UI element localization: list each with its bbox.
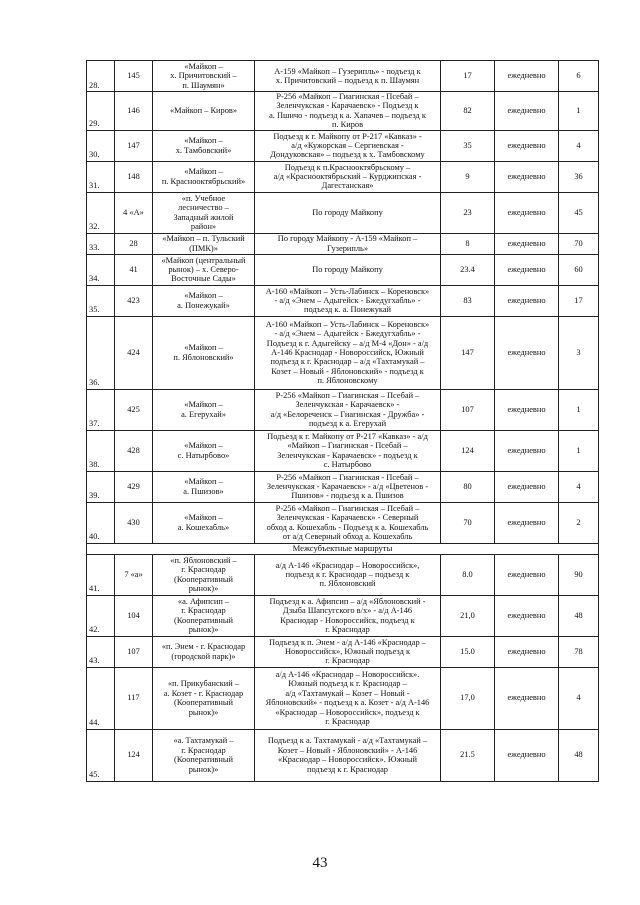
route-path: Подъезд к г. Майкопу от Р-217 «Кавказ» - а/д «Кужорская – Сергиевская - Дондуковская» – подъезд к х. Тамбовскому [255,130,441,161]
route-number: 430 [115,502,153,543]
section-header: Межсубъектные маршруты [87,543,599,554]
route-number: 117 [115,667,153,729]
row-number: 36. [87,316,115,389]
table-row [87,61,599,92]
route-schedule: ежедневно [495,667,559,729]
route-length: 124 [441,430,495,471]
route-vehicle-count: 4 [559,667,599,729]
route-name: «Майкоп – а. Егерухай» [153,389,255,430]
route-name: «Майкоп (центральный рынок) – х. Северо- Восточные Сады» [153,254,255,285]
route-length: 82 [441,92,495,131]
row-number: 44. [87,667,115,729]
route-number: 147 [115,130,153,161]
table-row [87,667,599,729]
route-length: 147 [441,316,495,389]
route-length: 23.4 [441,254,495,285]
route-length: 15.0 [441,636,495,667]
page-number: 43 [312,855,328,871]
row-number: 37. [87,389,115,430]
route-vehicle-count: 45 [559,192,599,233]
route-schedule: ежедневно [495,285,559,316]
route-length: 21.5 [441,729,495,781]
row-number: 45. [87,729,115,781]
route-schedule: ежедневно [495,471,559,502]
route-length: 8.0 [441,554,495,595]
route-path: Подъезд к п. Энем - а/д А-146 «Краснодар – Новороссийск», Южный подъезд к г. Краснодар [255,636,441,667]
route-vehicle-count: 48 [559,729,599,781]
row-number: 38. [87,430,115,471]
routes-table [86,60,599,782]
route-name: «а. Афипсип – г. Краснодар (Кооперативный рынок)» [153,595,255,636]
route-name: «п. Учебное лесничество – Западный жилой район» [153,192,255,233]
table-row [87,161,599,192]
route-path: А-159 «Майкоп – Гузерипль» - подъезд к х. Причитовский – подъезд к п. Шаумян [255,61,441,92]
route-vehicle-count: 36 [559,161,599,192]
route-schedule: ежедневно [495,254,559,285]
route-schedule: ежедневно [495,316,559,389]
route-path: Подъезд к а. Тахтамукай - а/д «Тахтамукай – Козет – Новый - Яблоновский» - А-146 «Краснодар – Новороссийск». Южный подъезд к г. Краснодар [255,729,441,781]
route-number: 428 [115,430,153,471]
route-schedule: ежедневно [495,92,559,131]
route-vehicle-count: 78 [559,636,599,667]
row-number: 43. [87,636,115,667]
route-schedule: ежедневно [495,161,559,192]
route-number: 107 [115,636,153,667]
route-vehicle-count: 90 [559,554,599,595]
route-number: 148 [115,161,153,192]
table-row [87,285,599,316]
table-row [87,554,599,595]
route-length: 107 [441,389,495,430]
row-number: 28. [87,61,115,92]
route-path: Подъезд к а. Афипсип – а/д «Яблоновский - Дзыба Шапсугского в/х» - а/д А-146 Краснодар - Новороссийск, подъезд к г. Краснодар [255,595,441,636]
table-row [87,502,599,543]
route-vehicle-count: 60 [559,254,599,285]
route-number: 146 [115,92,153,131]
route-path: Р-256 «Майкоп – Гиагинская – Псебай – Зеленчукская - Карачаевск» - Северный обход а. Кошехабль - Подъезд к а. Кошехабль от а/д Северный обход а. Кошехабль [255,502,441,543]
route-name: «Майкоп – х. Причитовский – п. Шаумян» [153,61,255,92]
route-path: По городу Майкопу [255,192,441,233]
route-length: 17,0 [441,667,495,729]
table-row [87,254,599,285]
route-path: Подъезд к г. Майкопу от Р-217 «Кавказ» - а/д «Майкоп – Гиагинская - Псебай – Зеленчукская - Карачаевск» - подъезд к с. Натырбово [255,430,441,471]
route-schedule: ежедневно [495,636,559,667]
route-number: 104 [115,595,153,636]
route-path: Р-256 «Майкоп – Гиагинская – Псебай – Зеленчукская - Карачаевск» - а/д «Белореченск – Гиагинская - Дружба» - подъезд к а. Егерухай [255,389,441,430]
route-path: а/д А-146 «Краснодар – Новороссийск». Южный подъезд к г. Краснодар – а/д «Тахтамукай – Козет – Новый - Яблоновский» - подъезд к а. Козет - а/д А-146 «Краснодар – Новороссийск», подъезд к г. Краснодар [255,667,441,729]
route-name: «Майкоп – п. Яблоновский» [153,316,255,389]
route-name: «Майкоп – а. Кошехабль» [153,502,255,543]
route-name: «Майкоп – п. Тульский (ПМК)» [153,233,255,254]
route-vehicle-count: 3 [559,316,599,389]
route-vehicle-count: 2 [559,502,599,543]
route-name: «Майкоп – п. Краснооктябрьский» [153,161,255,192]
row-number: 32. [87,192,115,233]
table-row [87,389,599,430]
route-path: По городу Майкопу [255,254,441,285]
route-number: 124 [115,729,153,781]
route-schedule: ежедневно [495,130,559,161]
route-number: 423 [115,285,153,316]
row-number: 41. [87,554,115,595]
route-name: «Майкоп – Киров» [153,92,255,131]
table-row [87,233,599,254]
route-vehicle-count: 48 [559,595,599,636]
route-number: 41 [115,254,153,285]
route-vehicle-count: 70 [559,233,599,254]
route-path: По городу Майкопу - А-159 «Майкоп – Гузерипль» [255,233,441,254]
route-path: Р-256 «Майкоп – Гиагинская - Псебай – Зеленчукская - Карачаевск» - а/д «Цветенов - Пшизов» - подъезд к а. Пшизов [255,471,441,502]
route-schedule: ежедневно [495,61,559,92]
route-schedule: ежедневно [495,389,559,430]
route-number: 424 [115,316,153,389]
row-number: 30. [87,130,115,161]
route-path: А-160 «Майкоп – Усть-Лабинск – Кореновск» - а/д «Энем – Адыгейск - Бжедугхабль» - Подъезд к г. Адыгейску – а/д М-4 «Дон» - а/д А-146 Краснодар - Новороссийск, Южный подъезд к г. Краснодар – а/д «Тахтамукай – Козет – Новый - Яблоновский» - подъезд к п. Яблоновскому [255,316,441,389]
route-number: 28 [115,233,153,254]
table-row [87,92,599,131]
table-row [87,130,599,161]
table-row [87,316,599,389]
route-path: Р-256 «Майкоп – Гиагинская - Псебай – Зеленчукская - Карачаевск» - Подъезд к а. Пшичо - подъезд к а. Хапачев – подъезд к п. Киров [255,92,441,131]
route-name: «Майкоп – а. Понежукай» [153,285,255,316]
route-vehicle-count: 1 [559,389,599,430]
table-row [87,430,599,471]
route-schedule: ежедневно [495,233,559,254]
route-length: 21,0 [441,595,495,636]
route-number: 429 [115,471,153,502]
row-number: 40. [87,502,115,543]
route-length: 83 [441,285,495,316]
route-vehicle-count: 1 [559,430,599,471]
route-vehicle-count: 4 [559,130,599,161]
route-schedule: ежедневно [495,430,559,471]
route-length: 23 [441,192,495,233]
route-number: 7 «а» [115,554,153,595]
route-name: «п. Прикубанский – а. Козет - г. Краснодар (Кооперативный рынок)» [153,667,255,729]
row-number: 35. [87,285,115,316]
route-vehicle-count: 17 [559,285,599,316]
row-number: 29. [87,92,115,131]
route-name: «п. Энем - г. Краснодар (городской парк)» [153,636,255,667]
route-name: «Майкоп – а. Пшизов» [153,471,255,502]
table-row [87,636,599,667]
route-length: 35 [441,130,495,161]
row-number: 31. [87,161,115,192]
table-row [87,595,599,636]
route-length: 17 [441,61,495,92]
route-schedule: ежедневно [495,554,559,595]
row-number: 34. [87,254,115,285]
route-length: 8 [441,233,495,254]
route-name: «а. Тахтамукай – г. Краснодар (Кооперативный рынок)» [153,729,255,781]
row-number: 42. [87,595,115,636]
route-name: «Майкоп – х. Тамбовский» [153,130,255,161]
table-row [87,729,599,781]
route-path: Подъезд к п.Краснооктябрьскому – а/д «Краснооктябрьский – Курджипская - Дагестанская» [255,161,441,192]
route-length: 80 [441,471,495,502]
section-header-row [87,543,599,554]
row-number: 33. [87,233,115,254]
table-row [87,192,599,233]
route-name: «п. Яблоновский – г. Краснодар (Кооперативный рынок)» [153,554,255,595]
route-number: 4 «А» [115,192,153,233]
route-length: 70 [441,502,495,543]
row-number: 39. [87,471,115,502]
routes-table-body [87,61,599,782]
route-schedule: ежедневно [495,502,559,543]
route-vehicle-count: 4 [559,471,599,502]
route-number: 425 [115,389,153,430]
route-vehicle-count: 6 [559,61,599,92]
route-name: «Майкоп – с. Натырбово» [153,430,255,471]
route-number: 145 [115,61,153,92]
route-schedule: ежедневно [495,595,559,636]
route-schedule: ежедневно [495,729,559,781]
route-path: А-160 «Майкоп – Усть-Лабинск – Кореновск» - а/д «Энем – Адыгейск - Бжедугхабль» - подъезд к. а. Понежукай [255,285,441,316]
table-row [87,471,599,502]
route-schedule: ежедневно [495,192,559,233]
route-vehicle-count: 1 [559,92,599,131]
route-path: а/д А-146 «Краснодар – Новороссийск», подъезд к г. Краснодар – подъезд к п. Яблоновский [255,554,441,595]
route-length: 9 [441,161,495,192]
